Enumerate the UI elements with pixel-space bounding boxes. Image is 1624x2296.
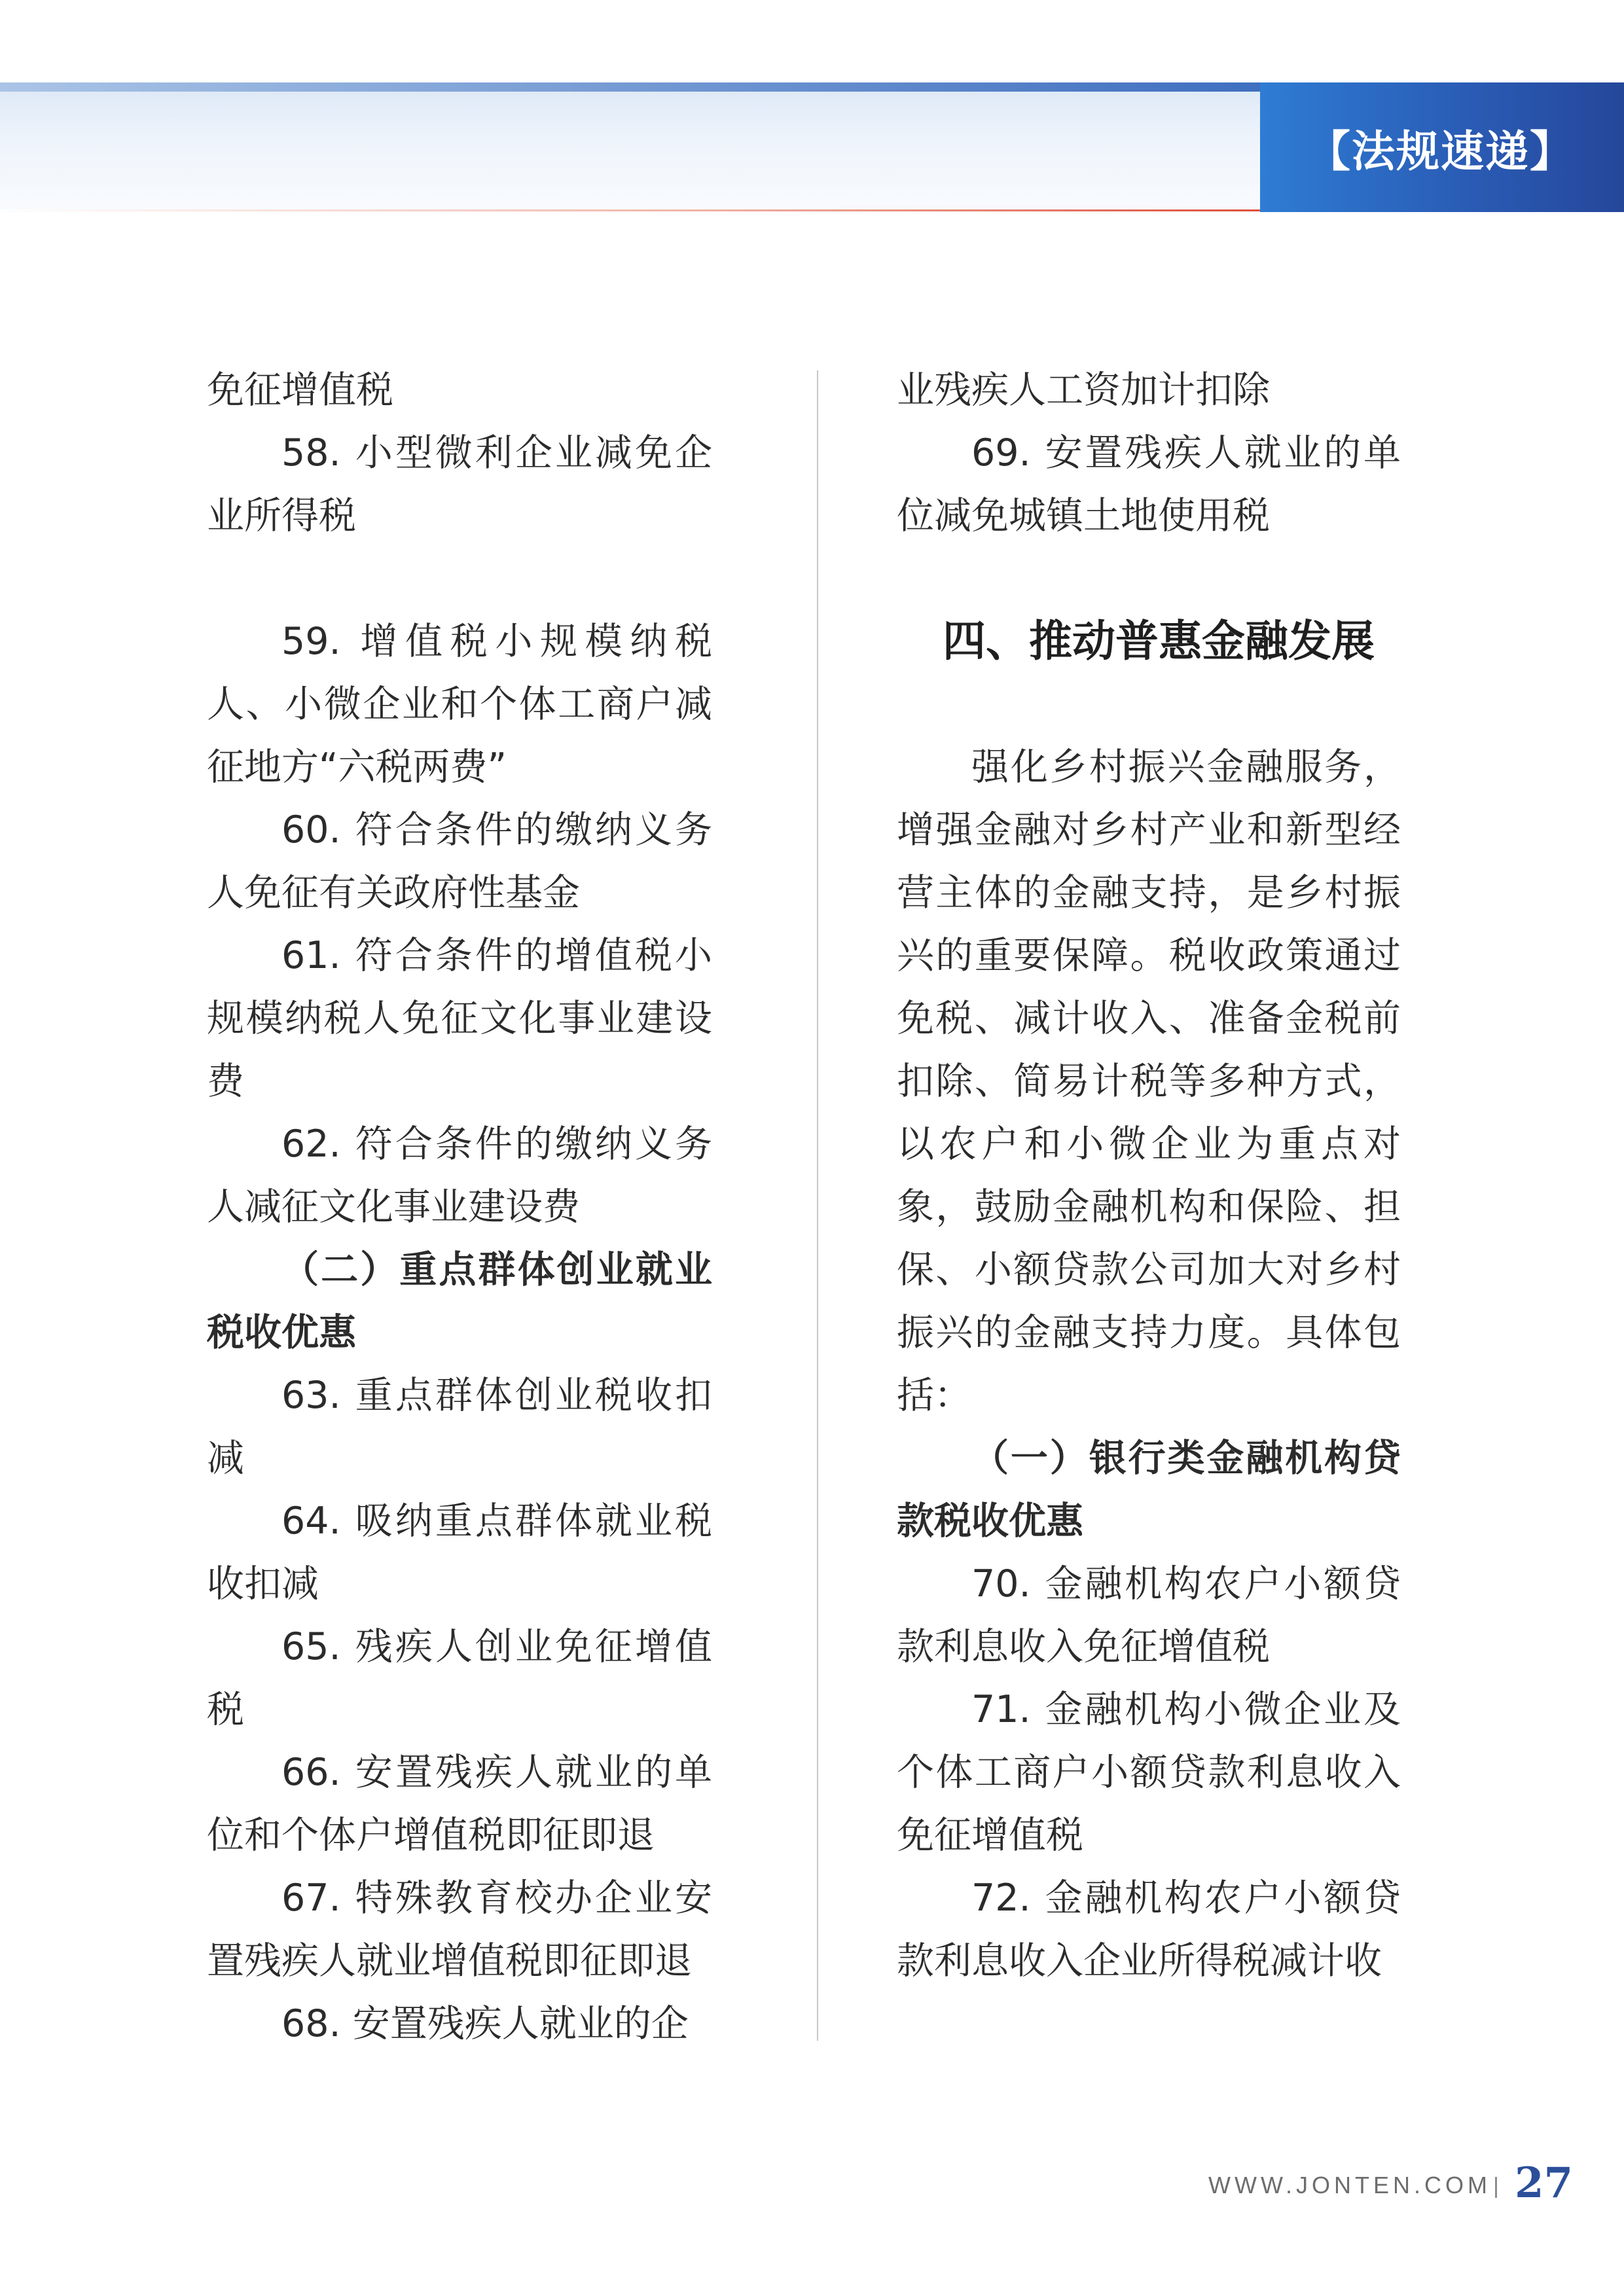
list-item-68: 68. 安置残疾人就业的企: [281, 2002, 689, 2045]
subheading-bank-loans: （一）银行类金融机构贷款税收优惠: [897, 1437, 1401, 1543]
section-title: 四、推动普惠金融发展: [943, 616, 1375, 666]
left-column: [207, 359, 712, 2055]
footer-website: WWW.JONTEN.COM: [1208, 2172, 1491, 2198]
footer-separator: [1495, 2177, 1497, 2198]
list-item-64: 64. 吸纳重点群体就业税收扣减: [207, 1499, 712, 1605]
section-tab: [1260, 82, 1624, 212]
list-item-63: 63. 重点群体创业税收扣减: [207, 1374, 712, 1480]
left-paragraph-1: 免征增值税: [207, 368, 393, 412]
page-number: 27: [1515, 2159, 1574, 2208]
list-item-62: 62. 符合条件的缴纳义务人减征文化事业建设费: [207, 1122, 712, 1229]
right-paragraph-1: 业残疾人工资加计扣除: [897, 368, 1270, 412]
section-label: 【法规速递】: [1307, 125, 1574, 177]
body-paragraph: 强化乡村振兴金融服务，增强金融对乡村产业和新型经营主体的金融支持，是乡村振兴的重要保障。税收政策通过免税、减计收入、准备金税前扣除、简易计税等多种方式，以农户和小微企业为重点对象，鼓励金融机构和保险、担保、小额贷款公司加大对乡村振兴的金融支持力度。具体包括：: [897, 745, 1401, 1417]
list-item-61: 61. 符合条件的增值税小规模纳税人免征文化事业建设费: [207, 934, 712, 1103]
header-bottom-line: [0, 209, 1260, 211]
list-item-66: 66. 安置残疾人就业的单位和个体户增值税即征即退: [207, 1751, 712, 1857]
list-item-60: 60. 符合条件的缴纳义务人免征有关政府性基金: [207, 808, 712, 914]
header-top-line: [0, 82, 1260, 92]
list-item-58: 58. 小型微利企业减免企业所得税: [207, 431, 712, 537]
list-item-59: 59. 增值税小规模纳税人、小微企业和个体工商户减征地方“六税两费”: [207, 620, 712, 789]
list-item-69: 69. 安置残疾人就业的单位减免城镇土地使用税: [897, 431, 1401, 537]
subheading-key-groups: （二）重点群体创业就业税收优惠: [207, 1248, 712, 1354]
header-band: [0, 82, 1260, 212]
list-item-71: 71. 金融机构小微企业及个体工商户小额贷款利息收入免征增值税: [897, 1688, 1401, 1857]
list-item-70: 70. 金融机构农户小额贷款利息收入免征增值税: [897, 1562, 1401, 1668]
list-item-72: 72. 金融机构农户小额贷款利息收入企业所得税减计收: [897, 1876, 1401, 1982]
list-item-67: 67. 特殊教育校办企业安置残疾人就业增值税即征即退: [207, 1876, 712, 1982]
right-column: [897, 359, 1401, 1992]
column-divider: [817, 370, 818, 2041]
list-item-65: 65. 残疾人创业免征增值税: [207, 1625, 712, 1731]
